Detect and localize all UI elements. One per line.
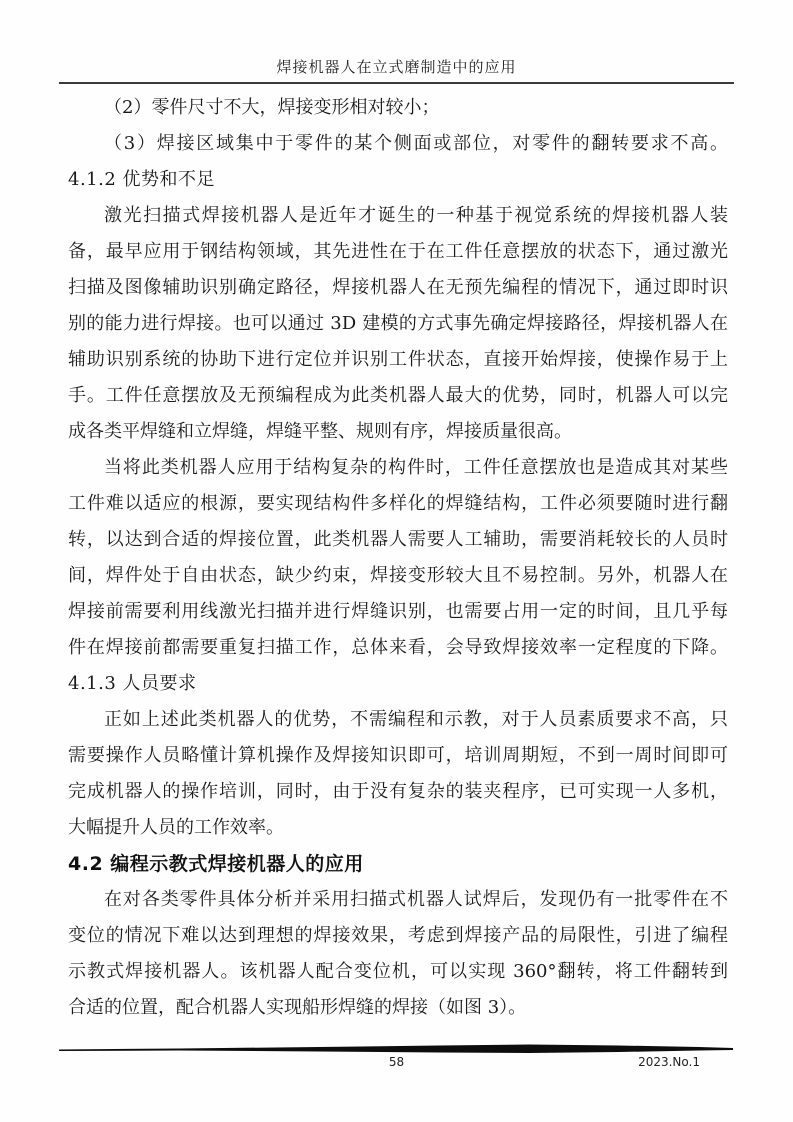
text-line: 需要操作人员略懂计算机操作及焊接知识即可，培训周期短，不到一周时间即可 xyxy=(68,745,728,766)
text-line: 工件难以适应的根源，要实现结构件多样化的焊缝结构，工件必须要随时进行翻 xyxy=(68,493,728,514)
running-header xyxy=(0,0,793,84)
text-line: 在对各类零件具体分析并采用扫描式机器人试焊后，发现仍有一批零件在不 xyxy=(104,889,728,910)
article-body xyxy=(68,90,728,1026)
text-line: 激光扫描式焊接机器人是近年才诞生的一种基于视觉系统的焊接机器人装 xyxy=(104,205,728,226)
text-line: 件在焊接前都需要重复扫描工作，总体来看，会导致焊接效率一定程度的下降。 xyxy=(68,637,728,658)
text-line: 辅助识别系统的协助下进行定位并识别工件状态，直接开始焊接，使操作易于上 xyxy=(68,349,728,370)
list-item-2: （2）零件尺寸不大，焊接变形相对较小； xyxy=(104,97,440,118)
text-line: 扫描及图像辅助识别确定路径，焊接机器人在无预先编程的情况下，通过即时识 xyxy=(68,277,728,298)
text-line: 变位的情况下难以达到理想的焊接效果，考虑到焊接产品的局限性，引进了编程 xyxy=(68,925,728,946)
text-line: 转，以达到合适的焊接位置，此类机器人需要人工辅助，需要消耗较长的人员时 xyxy=(68,529,728,550)
text-line: 当将此类机器人应用于结构复杂的构件时，工件任意摆放也是造成其对某些 xyxy=(104,457,728,478)
page-number: 58 xyxy=(388,1055,405,1069)
page-footer xyxy=(0,1044,793,1071)
text-line: 正如上述此类机器人的优势，不需编程和示教，对于人员素质要求不高，只 xyxy=(104,709,728,730)
text-line: 大幅提升人员的工作效率。 xyxy=(68,817,284,838)
footer-meta xyxy=(0,1055,793,1071)
text-line: 间，焊件处于自由状态，缺少约束，焊接变形较大且不易控制。另外，机器人在 xyxy=(68,565,728,586)
text-line: 别的能力进行焊接。也可以通过 3D 建模的方式事先确定焊接路径，焊接机器人在 xyxy=(68,313,728,334)
text-line: 焊接前需要利用线激光扫描并进行焊缝识别，也需要占用一定的时间，且几乎每 xyxy=(68,601,728,622)
text-line: 完成机器人的操作培训，同时，由于没有复杂的装夹程序，已可实现一人多机， xyxy=(68,781,728,802)
section-heading-4-1-2: 4.1.2 优势和不足 xyxy=(68,169,216,190)
section-heading-4-2: 4.2 编程示教式焊接机器人的应用 xyxy=(68,853,364,875)
issue-number: 2023.No.1 xyxy=(638,1055,700,1069)
text-line: 合适的位置，配合机器人实现船形焊缝的焊接（如图 3）。 xyxy=(68,997,527,1018)
footer-rule xyxy=(59,1044,733,1054)
text-line: 手。工件任意摆放及无预编程成为此类机器人最大的优势，同时，机器人可以完 xyxy=(68,385,728,406)
running-header-title: 焊接机器人在立式磨制造中的应用 xyxy=(276,58,517,76)
text-line: 成各类平焊缝和立焊缝，焊缝平整、规则有序，焊接质量很高。 xyxy=(68,421,572,442)
text-line: 备，最早应用于钢结构领域，其先进性在于在工件任意摆放的状态下，通过激光 xyxy=(68,241,728,262)
list-item-3: （3）焊接区域集中于零件的某个侧面或部位，对零件的翻转要求不高。 xyxy=(104,133,728,154)
header-rule xyxy=(59,82,734,84)
section-heading-4-1-3: 4.1.3 人员要求 xyxy=(68,673,197,694)
text-line: 示教式焊接机器人。该机器人配合变位机，可以实现 360°翻转，将工件翻转到 xyxy=(68,961,728,982)
